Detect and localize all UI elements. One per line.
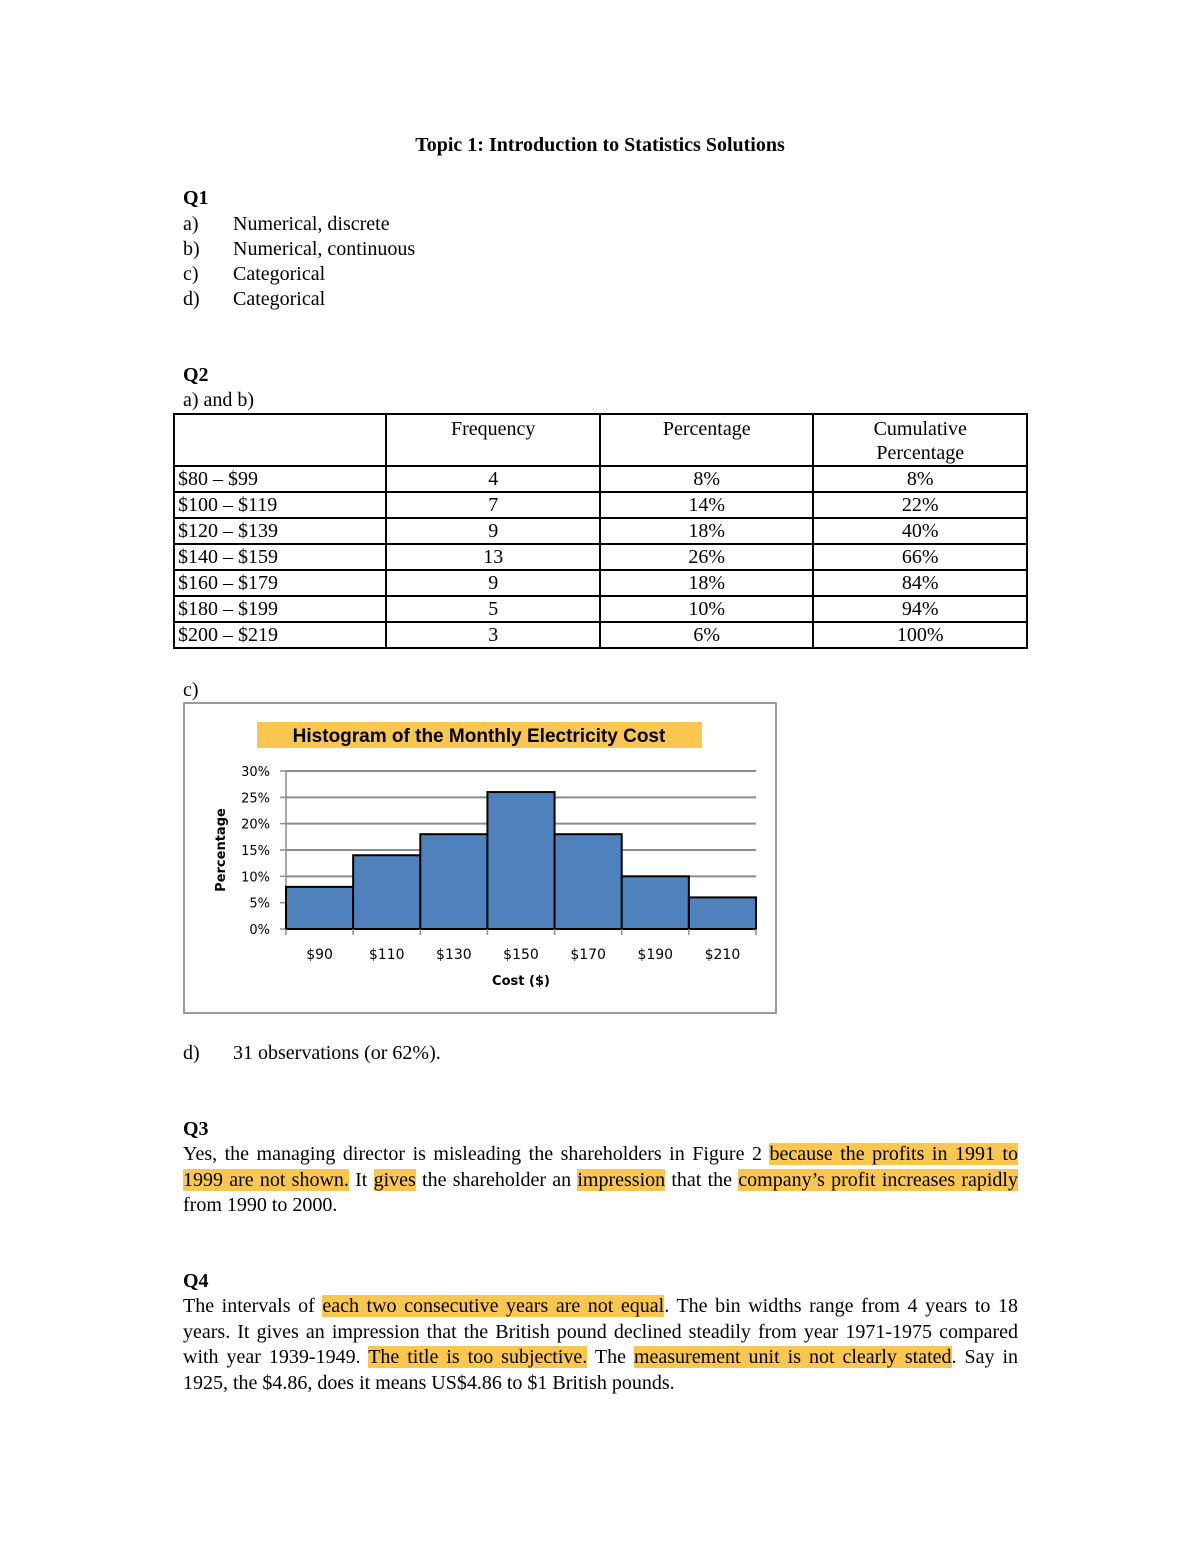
table-header-cell: Percentage xyxy=(600,414,814,466)
table-cell: 18% xyxy=(600,570,814,596)
q4-paragraph xyxy=(183,1294,1018,1396)
highlighted-text: company’s profit increases rapidly xyxy=(738,1168,1018,1191)
page-title: Topic 1: Introduction to Statistics Solutions xyxy=(415,134,785,156)
q4-heading: Q4 xyxy=(183,1270,209,1292)
q2-heading: Q2 xyxy=(183,364,209,386)
highlighted-text: each two consecutive years are not equal xyxy=(322,1295,665,1317)
table-row xyxy=(174,466,1027,492)
q3-heading: Q3 xyxy=(183,1118,209,1140)
table-cell: 94% xyxy=(813,596,1027,622)
x-tick-label: $90 xyxy=(306,947,333,963)
table-cell: 4 xyxy=(386,466,600,492)
histogram-chart xyxy=(185,704,775,1012)
q2-d-text: 31 observations (or 62%). xyxy=(233,1042,441,1064)
table-header-cell xyxy=(813,414,1027,466)
text-segment: . Say in 1925, the $4.86, does it means US$4.86 to $1 British pounds. xyxy=(183,1346,1018,1394)
cost-range-cell: $200 – $219 xyxy=(174,622,386,648)
q2-ab-label: a) and b) xyxy=(183,389,255,411)
x-tick-label: $150 xyxy=(503,947,539,963)
highlighted-text: gives xyxy=(373,1168,416,1191)
q1-item-label: a) xyxy=(183,213,199,235)
x-tick-label: $190 xyxy=(637,947,674,963)
highlighted-text: measurement unit is not clearly stated xyxy=(633,1346,952,1368)
text-segment: the shareholder an xyxy=(415,1168,578,1191)
cost-range-cell: $180 – $199 xyxy=(174,596,386,622)
histogram-bar xyxy=(420,834,487,929)
cost-range-cell: $160 – $179 xyxy=(174,570,386,596)
table-row xyxy=(174,622,1027,648)
y-axis-title: Percentage xyxy=(214,808,229,892)
y-tick-label: 5% xyxy=(249,896,270,912)
chart-title: Histogram of the Monthly Electricity Cost xyxy=(292,726,666,747)
x-tick-label: $110 xyxy=(368,947,405,963)
table-cell: 84% xyxy=(813,570,1027,596)
q1-item-text: Categorical xyxy=(233,263,326,285)
q1-heading: Q1 xyxy=(183,187,209,209)
cost-range-cell: $120 – $139 xyxy=(174,518,386,544)
table-cell: 22% xyxy=(813,492,1027,518)
table-cell: 40% xyxy=(813,518,1027,544)
y-tick-label: 0% xyxy=(249,923,270,938)
table-cell: 18% xyxy=(600,518,814,544)
table-row xyxy=(174,518,1027,544)
cost-range-cell: $100 – $119 xyxy=(174,492,386,518)
table-cell: 3 xyxy=(386,622,600,648)
cost-range-cell: $140 – $159 xyxy=(174,544,386,570)
histogram-bar xyxy=(353,855,420,929)
y-tick-label: 10% xyxy=(241,870,270,886)
table-cell: 10% xyxy=(600,596,814,622)
text-segment: Yes, the managing director is misleading the shareholders in Figure 2 xyxy=(183,1143,770,1165)
table-row xyxy=(174,596,1027,622)
table-cell: 5 xyxy=(386,596,600,622)
text-segment: . The bin widths range from 4 years to 18 years. It gives an impression that the British pound declined steadily from year 1971-1975 compared with year 1939-1949. xyxy=(183,1295,1018,1368)
table-header-cell: Frequency xyxy=(386,414,600,466)
table-cell: 100% xyxy=(813,622,1027,648)
histogram-bar xyxy=(487,792,554,929)
q2-d-answer xyxy=(183,1041,441,1066)
highlighted-text: because the profits in 1991 to 1999 are not shown. xyxy=(183,1143,1018,1191)
table-cell: 14% xyxy=(600,492,814,518)
y-tick-label: 15% xyxy=(241,844,270,859)
q2-c-label: c) xyxy=(183,679,199,701)
table-cell: 9 xyxy=(386,570,600,596)
table-cell: 26% xyxy=(600,544,814,570)
q1-item-label: c) xyxy=(183,263,199,285)
text-segment: It xyxy=(348,1168,374,1191)
highlighted-text: impression xyxy=(577,1168,666,1191)
table-cell: 13 xyxy=(386,544,600,570)
table-cell: 8% xyxy=(813,466,1027,492)
q1-item xyxy=(183,262,415,287)
text-segment: that the xyxy=(665,1168,739,1191)
histogram-bar xyxy=(622,876,689,929)
q1-list xyxy=(183,212,415,312)
frequency-table xyxy=(173,413,1028,649)
x-axis-title: Cost ($) xyxy=(492,974,550,989)
q1-item-label: d) xyxy=(183,288,200,310)
text-segment: The intervals of xyxy=(183,1295,323,1317)
text-segment: The xyxy=(587,1346,634,1368)
table-cell: 7 xyxy=(386,492,600,518)
x-tick-label: $130 xyxy=(436,947,472,963)
highlighted-text: The title is too subjective. xyxy=(368,1346,588,1368)
cost-range-cell: $80 – $99 xyxy=(174,466,386,492)
histogram-bar xyxy=(286,887,353,929)
table-cell: 9 xyxy=(386,518,600,544)
q1-item-text: Categorical xyxy=(233,288,326,310)
table-cell: 66% xyxy=(813,544,1027,570)
x-tick-label: $210 xyxy=(704,947,741,963)
q1-item xyxy=(183,237,415,262)
table-header-row xyxy=(174,414,1027,466)
x-tick-label: $170 xyxy=(570,947,606,963)
q1-item xyxy=(183,212,415,237)
q3-paragraph xyxy=(183,1142,1018,1219)
table-row xyxy=(174,492,1027,518)
q1-item xyxy=(183,287,415,312)
histogram-bar xyxy=(555,834,622,929)
y-tick-label: 30% xyxy=(241,765,270,780)
table-row xyxy=(174,544,1027,570)
q2-d-label: d) xyxy=(183,1042,200,1064)
cumulative-header-text: Cumulative Percentage xyxy=(873,418,967,464)
histogram-chart-frame xyxy=(183,702,777,1014)
table-body xyxy=(174,466,1027,648)
histogram-bar xyxy=(689,897,756,929)
q1-item-label: b) xyxy=(183,238,200,260)
table-cell: 8% xyxy=(600,466,814,492)
y-tick-label: 20% xyxy=(241,817,270,833)
q1-item-text: Numerical, discrete xyxy=(233,213,390,235)
table-header-cell xyxy=(174,414,386,466)
table-cell: 6% xyxy=(600,622,814,648)
q1-item-text: Numerical, continuous xyxy=(233,238,416,260)
y-tick-label: 25% xyxy=(241,791,270,807)
text-segment: from 1990 to 2000. xyxy=(183,1194,338,1216)
table-row xyxy=(174,570,1027,596)
